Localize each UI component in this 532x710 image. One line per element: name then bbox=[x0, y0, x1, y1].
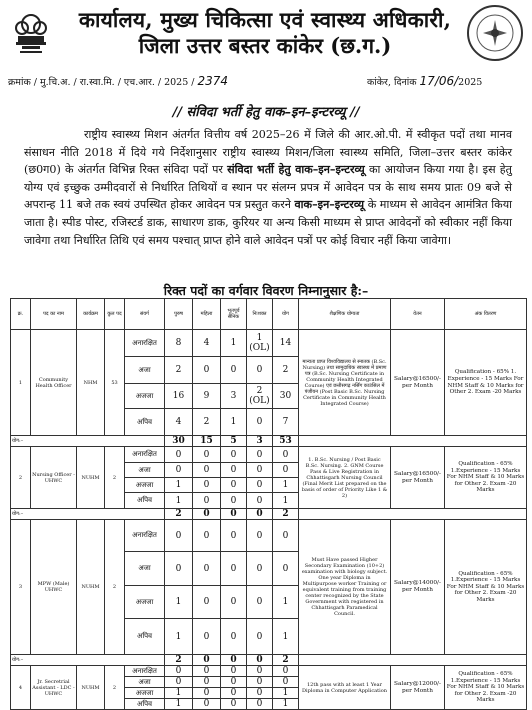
count-cell: 0 bbox=[247, 409, 273, 436]
count-cell: 0 bbox=[193, 677, 221, 688]
program-cell: NUHM bbox=[77, 447, 105, 509]
count-cell: 0 bbox=[193, 520, 221, 552]
total-count-cell: 0 bbox=[247, 509, 273, 520]
count-cell: 1 bbox=[273, 619, 299, 655]
table-header-cell: महिला bbox=[193, 299, 221, 330]
table-row bbox=[11, 666, 527, 677]
reference-handwritten-number: 2374 bbox=[197, 74, 229, 88]
count-cell: 0 bbox=[247, 666, 273, 677]
count-cell: 0 bbox=[221, 463, 247, 478]
total-label-cell: योग:– bbox=[11, 509, 165, 520]
total-posts-cell: 2 bbox=[105, 447, 125, 509]
serial-cell: 4 bbox=[11, 666, 31, 710]
count-cell: 0 bbox=[247, 688, 273, 699]
category-cell: अजा bbox=[125, 677, 165, 688]
count-cell: 1 bbox=[273, 699, 299, 710]
total-count-cell: 2 bbox=[165, 655, 193, 666]
total-posts-cell: 2 bbox=[105, 666, 125, 710]
category-cell: अपिव bbox=[125, 409, 165, 436]
post-name-cell: Jr. Secretrial Assistant - LDC - UHWC bbox=[31, 666, 77, 710]
count-cell: 0 bbox=[273, 447, 299, 463]
count-cell: 3 bbox=[221, 384, 247, 409]
salary-cell: Salary@14000/- per Month bbox=[391, 520, 445, 655]
total-count-cell: 0 bbox=[247, 655, 273, 666]
category-cell: अनारक्षित bbox=[125, 447, 165, 463]
marks-cell: Qualification - 65% 1.Experience - 15 Marks For NHM Staff & 10 Marks for Other 2. Exam -20 Marks bbox=[445, 447, 527, 509]
paragraph-bold-1: संविदा भर्ती हेतु वाक–इन–इन्टरव्यू bbox=[227, 163, 365, 177]
count-cell: 0 bbox=[221, 552, 247, 586]
category-cell: अजा bbox=[125, 463, 165, 478]
issue-date bbox=[367, 74, 482, 88]
table-header-cell: वेतन bbox=[391, 299, 445, 330]
count-cell: 1 bbox=[273, 688, 299, 699]
category-cell: अपिव bbox=[125, 493, 165, 509]
count-cell: 0 bbox=[193, 463, 221, 478]
count-cell: 0 bbox=[221, 666, 247, 677]
count-cell: 0 bbox=[247, 463, 273, 478]
count-cell: 1 bbox=[273, 586, 299, 619]
count-cell: 0 bbox=[247, 478, 273, 493]
count-cell: 0 bbox=[193, 447, 221, 463]
post-name-cell: Community Health Officer bbox=[31, 330, 77, 436]
date-prefix: कांकेर, दिनांक bbox=[367, 77, 417, 88]
program-cell: NUHM bbox=[77, 520, 105, 655]
count-cell: 0 bbox=[165, 463, 193, 478]
count-cell: 0 bbox=[221, 688, 247, 699]
category-cell: अजजा bbox=[125, 478, 165, 493]
total-count-cell: 0 bbox=[193, 509, 221, 520]
total-label-cell: योग:– bbox=[11, 436, 165, 447]
count-cell: 4 bbox=[193, 330, 221, 357]
table-header-cell: शैक्षणिक योग्यता bbox=[299, 299, 391, 330]
count-cell: 1 bbox=[165, 688, 193, 699]
salary-cell: Salary@16500/- per Month bbox=[391, 330, 445, 436]
count-cell: 1 bbox=[165, 478, 193, 493]
count-cell: 0 bbox=[221, 478, 247, 493]
total-count-cell: 2 bbox=[165, 509, 193, 520]
total-count-cell: 53 bbox=[273, 436, 299, 447]
count-cell: 0 bbox=[247, 357, 273, 384]
count-cell: 0 bbox=[247, 520, 273, 552]
paragraph-part-1: राष्ट्रीय स्वास्थ्य मिशन अंतर्गत वित्तीय वर्ष 2025–26 में जिले की आर.ओ.पी. में स्वीकृत पदों तथा मानव संसाधन नीति 2018 में दिये गये निर्देशानुसार राष्ट्रीय स्वास्थ्य मिशन/जिला स्वास्थ्य समिति, जिला–उत्तर बस्तर कांकेर (छ0ग0) के अंतर्गत विभिन्न रिक्त संविदा पदों पर bbox=[24, 128, 512, 177]
count-cell: 0 bbox=[221, 699, 247, 710]
count-cell: 0 bbox=[247, 699, 273, 710]
count-cell: 0 bbox=[221, 586, 247, 619]
count-cell: 0 bbox=[165, 520, 193, 552]
table-header-cell: निःशक्त bbox=[247, 299, 273, 330]
total-row bbox=[11, 509, 527, 520]
count-cell: 0 bbox=[193, 478, 221, 493]
date-handwritten: 17/06/ bbox=[419, 74, 459, 88]
table-header-cell: कुल पद bbox=[105, 299, 125, 330]
paragraph-bold-2: वाक–इन–इन्टरव्यू bbox=[294, 198, 365, 212]
notice-paragraph bbox=[24, 126, 512, 249]
total-count-cell: 5 bbox=[221, 436, 247, 447]
total-count-cell: 0 bbox=[221, 655, 247, 666]
count-cell: 0 bbox=[165, 677, 193, 688]
category-cell: अनारक्षित bbox=[125, 520, 165, 552]
total-posts-cell: 53 bbox=[105, 330, 125, 436]
count-cell: 1 bbox=[165, 619, 193, 655]
total-label-cell: योग:– bbox=[11, 655, 165, 666]
serial-cell: 2 bbox=[11, 447, 31, 509]
table-row bbox=[11, 330, 527, 357]
count-cell: 30 bbox=[273, 384, 299, 409]
post-name-cell: MPW (Male) UHWC bbox=[31, 520, 77, 655]
post-name-cell: Nursing Officer - UHWC bbox=[31, 447, 77, 509]
count-cell: 0 bbox=[221, 619, 247, 655]
count-cell: 1 bbox=[165, 586, 193, 619]
count-cell: 0 bbox=[273, 552, 299, 586]
count-cell: 8 bbox=[165, 330, 193, 357]
qualification-cell: मान्यता प्राप्त विश्वविद्यालय से स्नातक (B.Sc. Nursing) तथा सामुदायिक स्वास्थ्य में प्रमाण पत्र (B.Sc. Nursing Certificate in Community Health Integrated Course) एवं छत्तीसगढ़ नर्सिंग काउंसिल में पंजीयन (Post Basic B.Sc. Nursing Certificate in Community Health Integrated Course) bbox=[299, 330, 391, 436]
table-header-cell: पद का नाम bbox=[31, 299, 77, 330]
count-cell: 0 bbox=[273, 463, 299, 478]
program-cell: NUHM bbox=[77, 666, 105, 710]
table-header-cell: अंक वितरण bbox=[445, 299, 527, 330]
count-cell: 0 bbox=[247, 552, 273, 586]
total-count-cell: 2 bbox=[273, 509, 299, 520]
table-header-cell: योग bbox=[273, 299, 299, 330]
count-cell: 0 bbox=[247, 586, 273, 619]
office-title: कार्यालय, मुख्य चिकित्सा एवं स्वास्थ्य अधिकारी, bbox=[78, 7, 452, 32]
notice-subtitle: // संविदा भर्ती हेतु वाक–इन–इन्टरव्यू // bbox=[172, 105, 360, 120]
count-cell: 2 bbox=[193, 409, 221, 436]
count-cell: 0 bbox=[193, 357, 221, 384]
count-cell: 16 bbox=[165, 384, 193, 409]
count-cell: 0 bbox=[247, 447, 273, 463]
category-cell: अजजा bbox=[125, 688, 165, 699]
table-row bbox=[11, 520, 527, 552]
count-cell: 1 bbox=[221, 409, 247, 436]
count-cell: 1 bbox=[273, 493, 299, 509]
count-cell: 1 bbox=[221, 330, 247, 357]
total-count-cell: 30 bbox=[165, 436, 193, 447]
salary-cell: Salary@12000/- per Month bbox=[391, 666, 445, 710]
count-cell: 0 bbox=[165, 447, 193, 463]
count-cell: 0 bbox=[247, 677, 273, 688]
table-header-cell: कार्यक्रम bbox=[77, 299, 105, 330]
category-cell: अजा bbox=[125, 357, 165, 384]
total-blank-cell bbox=[299, 509, 527, 520]
total-count-cell: 0 bbox=[221, 509, 247, 520]
category-cell: अनारक्षित bbox=[125, 330, 165, 357]
category-cell: अजा bbox=[125, 552, 165, 586]
marks-cell: Qualification - 65% 1. Experience - 15 Marks For NHM Staff & 10 Marks for Other 2. Exam -20 Marks bbox=[445, 330, 527, 436]
count-cell: 0 bbox=[165, 552, 193, 586]
table-header-cell: क्र. bbox=[11, 299, 31, 330]
category-cell: अनारक्षित bbox=[125, 666, 165, 677]
count-cell: 0 bbox=[193, 552, 221, 586]
serial-cell: 1 bbox=[11, 330, 31, 436]
count-cell: 14 bbox=[273, 330, 299, 357]
count-cell: 7 bbox=[273, 409, 299, 436]
paragraph-part-3: के माध्यम से आवेदन आमंत्रित किया जाता है। स्पीड पोस्ट, रजिस्टर्ड डाक, साधारण डाक, कुरियर या अन्य किसी माध्यम से प्राप्त आवेदनों को स्वीकार नहीं किया जावेगा तथा निर्धारित तिथि एवं समय पश्चात् प्राप्त होने वाले आवेदन पत्रों पर कोई विचार नहीं किया जावेगा। bbox=[24, 198, 513, 247]
date-year: 2025 bbox=[458, 77, 483, 88]
total-count-cell: 0 bbox=[193, 655, 221, 666]
paragraph-part-2: का आयोजन किया गया है। इस हेतु योग्य एवं इच्छुक उम्मीदवारों से निर्धारित तिथियों व स्थान पर संलग्न प्रपत्र में आवेदन पत्र के साथ समय प्रातः 09 बजे से अपरान्ह 11 बजे तक स्वयं उपस्थित होकर आवेदन पत्र प्रस्तुत करने bbox=[24, 163, 512, 212]
qualification-cell: 1. B.Sc. Nursing / Post Basic B.Sc. Nursing. 2. GNM Course Pass & Live Registration in Chhattisgarh Nursing Council (Final Merit List prepared on the basis of order of Priority Like 1 & 2) bbox=[299, 447, 391, 509]
program-cell: NHM bbox=[77, 330, 105, 436]
category-cell: अपिव bbox=[125, 619, 165, 655]
count-cell: 0 bbox=[193, 699, 221, 710]
count-cell: 0 bbox=[221, 493, 247, 509]
nhm-logo-icon bbox=[466, 4, 524, 62]
table-header-cell: पुरुष bbox=[165, 299, 193, 330]
count-cell: 0 bbox=[193, 493, 221, 509]
count-cell: 0 bbox=[221, 357, 247, 384]
total-count-cell: 2 bbox=[273, 655, 299, 666]
salary-cell: Salary@16500/- per Month bbox=[391, 447, 445, 509]
count-cell: 2 (OL) bbox=[247, 384, 273, 409]
count-cell: 2 bbox=[273, 357, 299, 384]
count-cell: 1 (OL) bbox=[247, 330, 273, 357]
count-cell: 9 bbox=[193, 384, 221, 409]
count-cell: 0 bbox=[273, 520, 299, 552]
count-cell: 0 bbox=[247, 619, 273, 655]
reference-prefix: क्रमांक / मु.चि.अ. / रा.स्वा.मि. / एच.आर. / 2025 / bbox=[8, 77, 195, 88]
serial-cell: 3 bbox=[11, 520, 31, 655]
count-cell: 0 bbox=[193, 619, 221, 655]
table-row bbox=[11, 447, 527, 463]
count-cell: 1 bbox=[165, 493, 193, 509]
table-header-cell: भूतपूर्व सैनिक bbox=[221, 299, 247, 330]
total-posts-cell: 2 bbox=[105, 520, 125, 655]
category-cell: अपिव bbox=[125, 699, 165, 710]
count-cell: 0 bbox=[221, 677, 247, 688]
total-blank-cell bbox=[299, 655, 527, 666]
table-title: रिक्त पदों का वर्गवार विवरण निम्नानुसार है:– bbox=[163, 283, 369, 298]
count-cell: 0 bbox=[193, 688, 221, 699]
count-cell: 0 bbox=[221, 520, 247, 552]
total-blank-cell bbox=[299, 436, 527, 447]
district-title: जिला उत्तर बस्तर कांकेर (छ.ग.) bbox=[138, 33, 392, 58]
count-cell: 4 bbox=[165, 409, 193, 436]
total-count-cell: 15 bbox=[193, 436, 221, 447]
count-cell: 1 bbox=[273, 478, 299, 493]
marks-cell: Qualification - 65% 1.Experience - 15 Marks For NHM Staff & 10 Marks for Other 2. Exam -20 Marks bbox=[445, 666, 527, 710]
marks-cell: Qualification - 65% 1.Experience - 15 Marks For NHM Staff & 10 Marks for Other 2. Exam -20 Marks bbox=[445, 520, 527, 655]
count-cell: 0 bbox=[273, 677, 299, 688]
qualification-cell: 12th pass with at least 1 Year Diploma in Computer Application bbox=[299, 666, 391, 710]
table-header-cell: संवर्ग bbox=[125, 299, 165, 330]
category-cell: अजजा bbox=[125, 586, 165, 619]
count-cell: 0 bbox=[193, 666, 221, 677]
total-row bbox=[11, 655, 527, 666]
qualification-cell: Must Have passed Higher Secondary Examination (10+2) examination with biology subject. One year Diploma in Multipurpose worker Training or equivalent training from training center recognized by the State Government with registered in Chhattisgarh Paramedical Council. bbox=[299, 520, 391, 655]
count-cell: 0 bbox=[165, 666, 193, 677]
count-cell: 0 bbox=[247, 493, 273, 509]
ashoka-emblem-icon bbox=[8, 8, 54, 60]
category-cell: अजजा bbox=[125, 384, 165, 409]
count-cell: 1 bbox=[165, 699, 193, 710]
count-cell: 0 bbox=[273, 666, 299, 677]
total-count-cell: 3 bbox=[247, 436, 273, 447]
reference-number bbox=[8, 74, 228, 88]
vacancy-table bbox=[10, 298, 527, 710]
count-cell: 2 bbox=[165, 357, 193, 384]
count-cell: 0 bbox=[193, 586, 221, 619]
count-cell: 0 bbox=[221, 447, 247, 463]
table-header-row bbox=[11, 299, 527, 330]
total-row bbox=[11, 436, 527, 447]
